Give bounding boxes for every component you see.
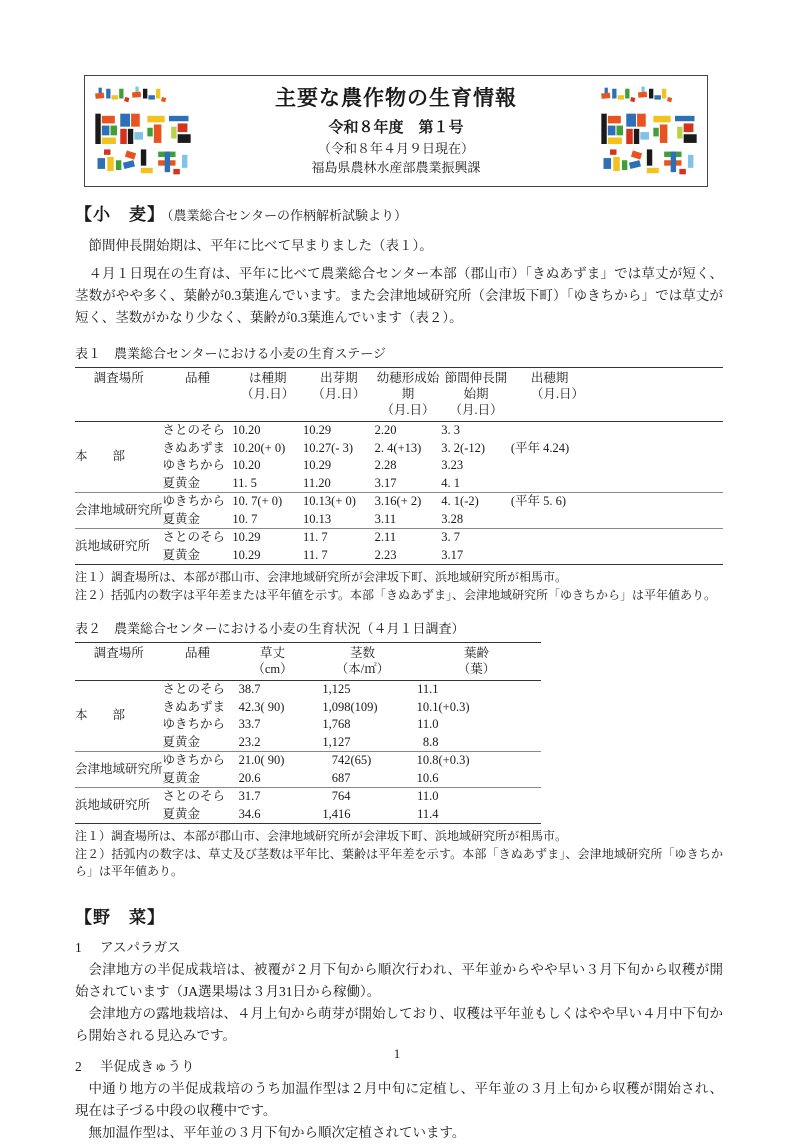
location-cell: 浜地域研究所 [75,529,163,565]
value-cell [511,511,723,529]
value-cell [511,529,723,547]
page-title: 主要な農作物の生育情報 [275,87,517,111]
height-cell: 20.6 [238,770,261,785]
vegetable-paragraph: 中通り地方の半促成栽培のうち加温作型は２月中旬に定植し、平年並の３月上旬から収穫が開始され、現在は子づる中段の収穫中です。 [75,1080,723,1118]
variety-cell: きぬあずま [162,699,226,714]
wheat-heading-label: 【小 麦】 [75,205,165,224]
value-cell: 3.23 [441,458,464,472]
leaf-cell: 10.6 [416,770,439,785]
value-cell: 10.20 [232,423,261,437]
value-cell: 2.23 [374,547,397,562]
table2-col-variety: 品種 [163,643,233,681]
value-cell [511,457,723,475]
value-cell: 11.20 [303,475,331,490]
fukushima-slogan-logo-left [91,83,195,179]
value-cell: 3. 2(-12) [441,440,486,455]
value-cell: 3. 3 [441,423,461,437]
vegetables-section-heading: 【野 菜】 [75,907,165,927]
location-cell: 本 部 [75,449,126,464]
variety-cell: ゆきちから [162,717,226,731]
leaf-cell: 10.8(+0.3) [413,752,541,770]
vegetable-item-cucumber [75,1056,723,1144]
table-row [75,422,723,440]
note-line: 注２）括弧内の数字は平年差または平年値を示す。本部「きぬあずま」、会津地域研究所「ゆきちから」は平年値あり。 [75,587,717,602]
value-cell: 10.20 [232,458,261,472]
issue-number: 令和８年度 第１号 [328,118,464,136]
header-box [84,75,708,187]
variety-cell: さとのそら [163,788,233,806]
table-row [75,440,723,458]
location-cell: 会津地域研究所 [75,493,163,529]
note-line: 注２）括弧内の数字は、草丈及び茎数は平年比、葉齢は平年差を示す。本部「きぬあずま」、会津地域研究所「ゆきちから」は平年値あり。 [75,846,723,878]
height-cell: 34.6 [238,806,261,821]
note-line: 注１）調査場所は、本部が郡山市、会津地域研究所が会津坂下町、浜地域研究所が相馬市。 [75,829,568,843]
location-cell: 会津地域研究所 [75,752,163,788]
value-cell: 3.17 [441,547,464,562]
location-cell: 浜地域研究所 [75,788,163,824]
table1-title: 表１ 農業総合センターにおける小麦の生育ステージ [75,346,386,361]
item-title: 半促成きゅうり [100,1058,195,1074]
value-cell: 10.13(+ 0) [303,493,375,511]
table2-header-row [75,643,541,681]
as-of-date: （令和８年４月９日現在） [317,141,474,157]
stems-cell: 764 [313,788,413,806]
value-cell: 4. 1 [441,475,461,490]
value-cell: 10.20(+ 0) [232,440,286,455]
stems-cell: 1,416 [322,806,351,821]
value-cell: (平年 4.24) [510,440,570,455]
table1-notes [75,569,723,604]
table2-notes [75,828,723,881]
variety-cell: ゆきちから [163,752,233,770]
vegetable-item-asparagus [75,937,723,1047]
height-cell: 23.2 [238,734,261,749]
value-cell [511,422,723,440]
table2-col-leaf-age: 葉齢 （葉） [413,643,541,681]
variety-cell: 夏黄金 [162,806,201,821]
vegetable-item-heading [75,937,723,959]
value-cell [511,547,723,565]
table-row [75,511,723,529]
wheat-paragraph: 節間伸長開始期は、平年に比べて早まりました（表１）。 [88,238,433,253]
wheat-paragraph: ４月１日現在の生育は、平年に比べて農業総合センター本部（郡山市）「きぬあずま」では草丈が短く、茎数がやや多く、葉齢が0.3葉進んでいます。また会津地域研究所（会津坂下町）「ゆきちから」では草丈が短く、茎数がかなり少なく、葉齢が0.3葉進んでいます（表２）。 [75,266,723,325]
item-number: 1 [75,939,82,955]
value-cell: 11. 7 [303,529,375,547]
value-cell: 10. 7 [232,511,258,526]
variety-cell: ゆきちから [163,493,233,511]
variety-cell: 夏黄金 [162,511,201,526]
variety-cell: さとのそら [162,423,226,437]
table2-col-location: 調査場所 [75,643,163,681]
leaf-cell: 11.0 [417,717,439,731]
table-row [75,529,723,547]
document-content [75,75,723,1144]
header-text-block [195,86,597,176]
value-cell: 3.17 [374,475,397,490]
stems-cell: 1,125 [322,682,351,696]
table2-title: 表２ 農業総合センターにおける小麦の生育状況（４月１日調査） [75,621,465,636]
table1-growth-stage [75,367,723,565]
value-cell: 11. 7 [303,547,328,562]
variety-cell: 夏黄金 [162,547,201,562]
vegetable-paragraph: 会津地方の半促成栽培は、被覆が２月下旬から順次行われ、平年並からやや早い３月下旬から収穫が開始されています（JA選果場は３月31日から稼働）。 [75,961,723,999]
organization-name: 福島県農林水産部農業振興課 [311,159,481,175]
value-cell: 10.27(- 3) [303,440,354,455]
table2-col-stem-count: 茎数 （本/㎡） [313,643,413,681]
table-row [75,493,723,511]
stems-cell: 687 [331,770,351,785]
value-cell: 10.29 [303,423,332,437]
value-cell: 4. 1(-2) [441,493,511,511]
stems-cell: 1,098(109) [322,699,378,714]
value-cell: 2.28 [374,458,397,472]
vegetable-paragraph: 無加温作型は、平年並の３月下旬から順次定植されています。 [88,1124,466,1140]
note-line: 注１）調査場所は、本部が郡山市、会津地域研究所が会津坂下町、浜地域研究所が相馬市。 [75,570,568,584]
value-cell: 10.29 [232,547,261,562]
table1-header-row [75,368,723,422]
value-cell: 10. 7(+ 0) [232,493,303,511]
height-cell: 33.7 [238,717,261,731]
table1-col-emergence: 出芽期 （月.日） [303,368,375,422]
value-cell: 3.16(+ 2) [375,493,442,511]
table-row [75,752,541,770]
table1-col-seeding: は種期 （月.日） [232,368,303,422]
item-number: 2 [75,1058,82,1074]
value-cell: 2.11 [375,529,442,547]
value-cell: 2.20 [374,423,397,437]
table-row [75,547,723,565]
leaf-cell: 11.4 [417,806,439,821]
height-cell: 38.7 [238,682,261,696]
variety-cell: ゆきちから [162,458,226,472]
value-cell: 10.29 [232,529,303,547]
value-cell: 3.28 [441,511,464,526]
table-row [75,475,723,493]
table-row [75,457,723,475]
value-cell: 3. 7 [441,529,511,547]
table1-col-variety: 品種 [163,368,233,422]
variety-cell: さとのそら [162,682,226,696]
value-cell: 3.11 [374,511,397,526]
table1-col-spikelet: 幼穂形成始期 （月.日） [375,368,442,422]
height-cell: 42.3( 90) [238,699,285,714]
table2-col-plant-height: 草丈 （cm） [233,643,313,681]
leaf-cell: 11.0 [413,788,541,806]
value-cell [511,475,723,493]
height-cell: 21.0( 90) [233,752,313,770]
fukushima-slogan-logo-right [597,83,701,179]
table1-col-location: 調査場所 [75,368,163,422]
wheat-section-heading [75,200,723,225]
location-cell: 本 部 [75,708,126,723]
variety-cell: 夏黄金 [162,475,201,490]
value-cell: 10.29 [303,458,332,472]
variety-cell: 夏黄金 [162,734,201,749]
variety-cell: 夏黄金 [162,770,201,785]
value-cell: 2. 4(+13) [374,440,422,455]
variety-cell: きぬあずま [162,440,226,455]
table-row [75,681,541,699]
value-cell: (平年 5. 6) [511,493,723,511]
wheat-heading-note: （農業総合センターの作柄解析試験より） [167,208,407,223]
leaf-cell: 8.8 [422,734,439,749]
value-cell: 10.13 [303,511,332,526]
value-cell: 11. 5 [232,475,257,490]
stems-cell: 1,768 [322,717,351,731]
table1-col-jointing: 節間伸長開始期 （月.日） [441,368,511,422]
table2-growth-status [75,642,541,824]
leaf-cell: 10.1(+0.3) [416,699,470,714]
vegetable-paragraph: 会津地方の露地栽培は、４月上旬から萌芽が開始しており、収穫は平年並もしくはやや早い４月中下旬から開始される見込みです。 [75,1005,723,1043]
variety-cell: さとのそら [163,529,233,547]
page-number: 1 [393,1046,401,1061]
stems-cell: 742(65) [313,752,413,770]
table1-col-heading-stage: 出穂期 （月.日） [511,368,723,422]
item-title: アスパラガス [100,939,181,955]
leaf-cell: 11.1 [417,682,439,696]
stems-cell: 1,127 [322,734,351,749]
table-row [75,788,541,806]
height-cell: 31.7 [233,788,313,806]
